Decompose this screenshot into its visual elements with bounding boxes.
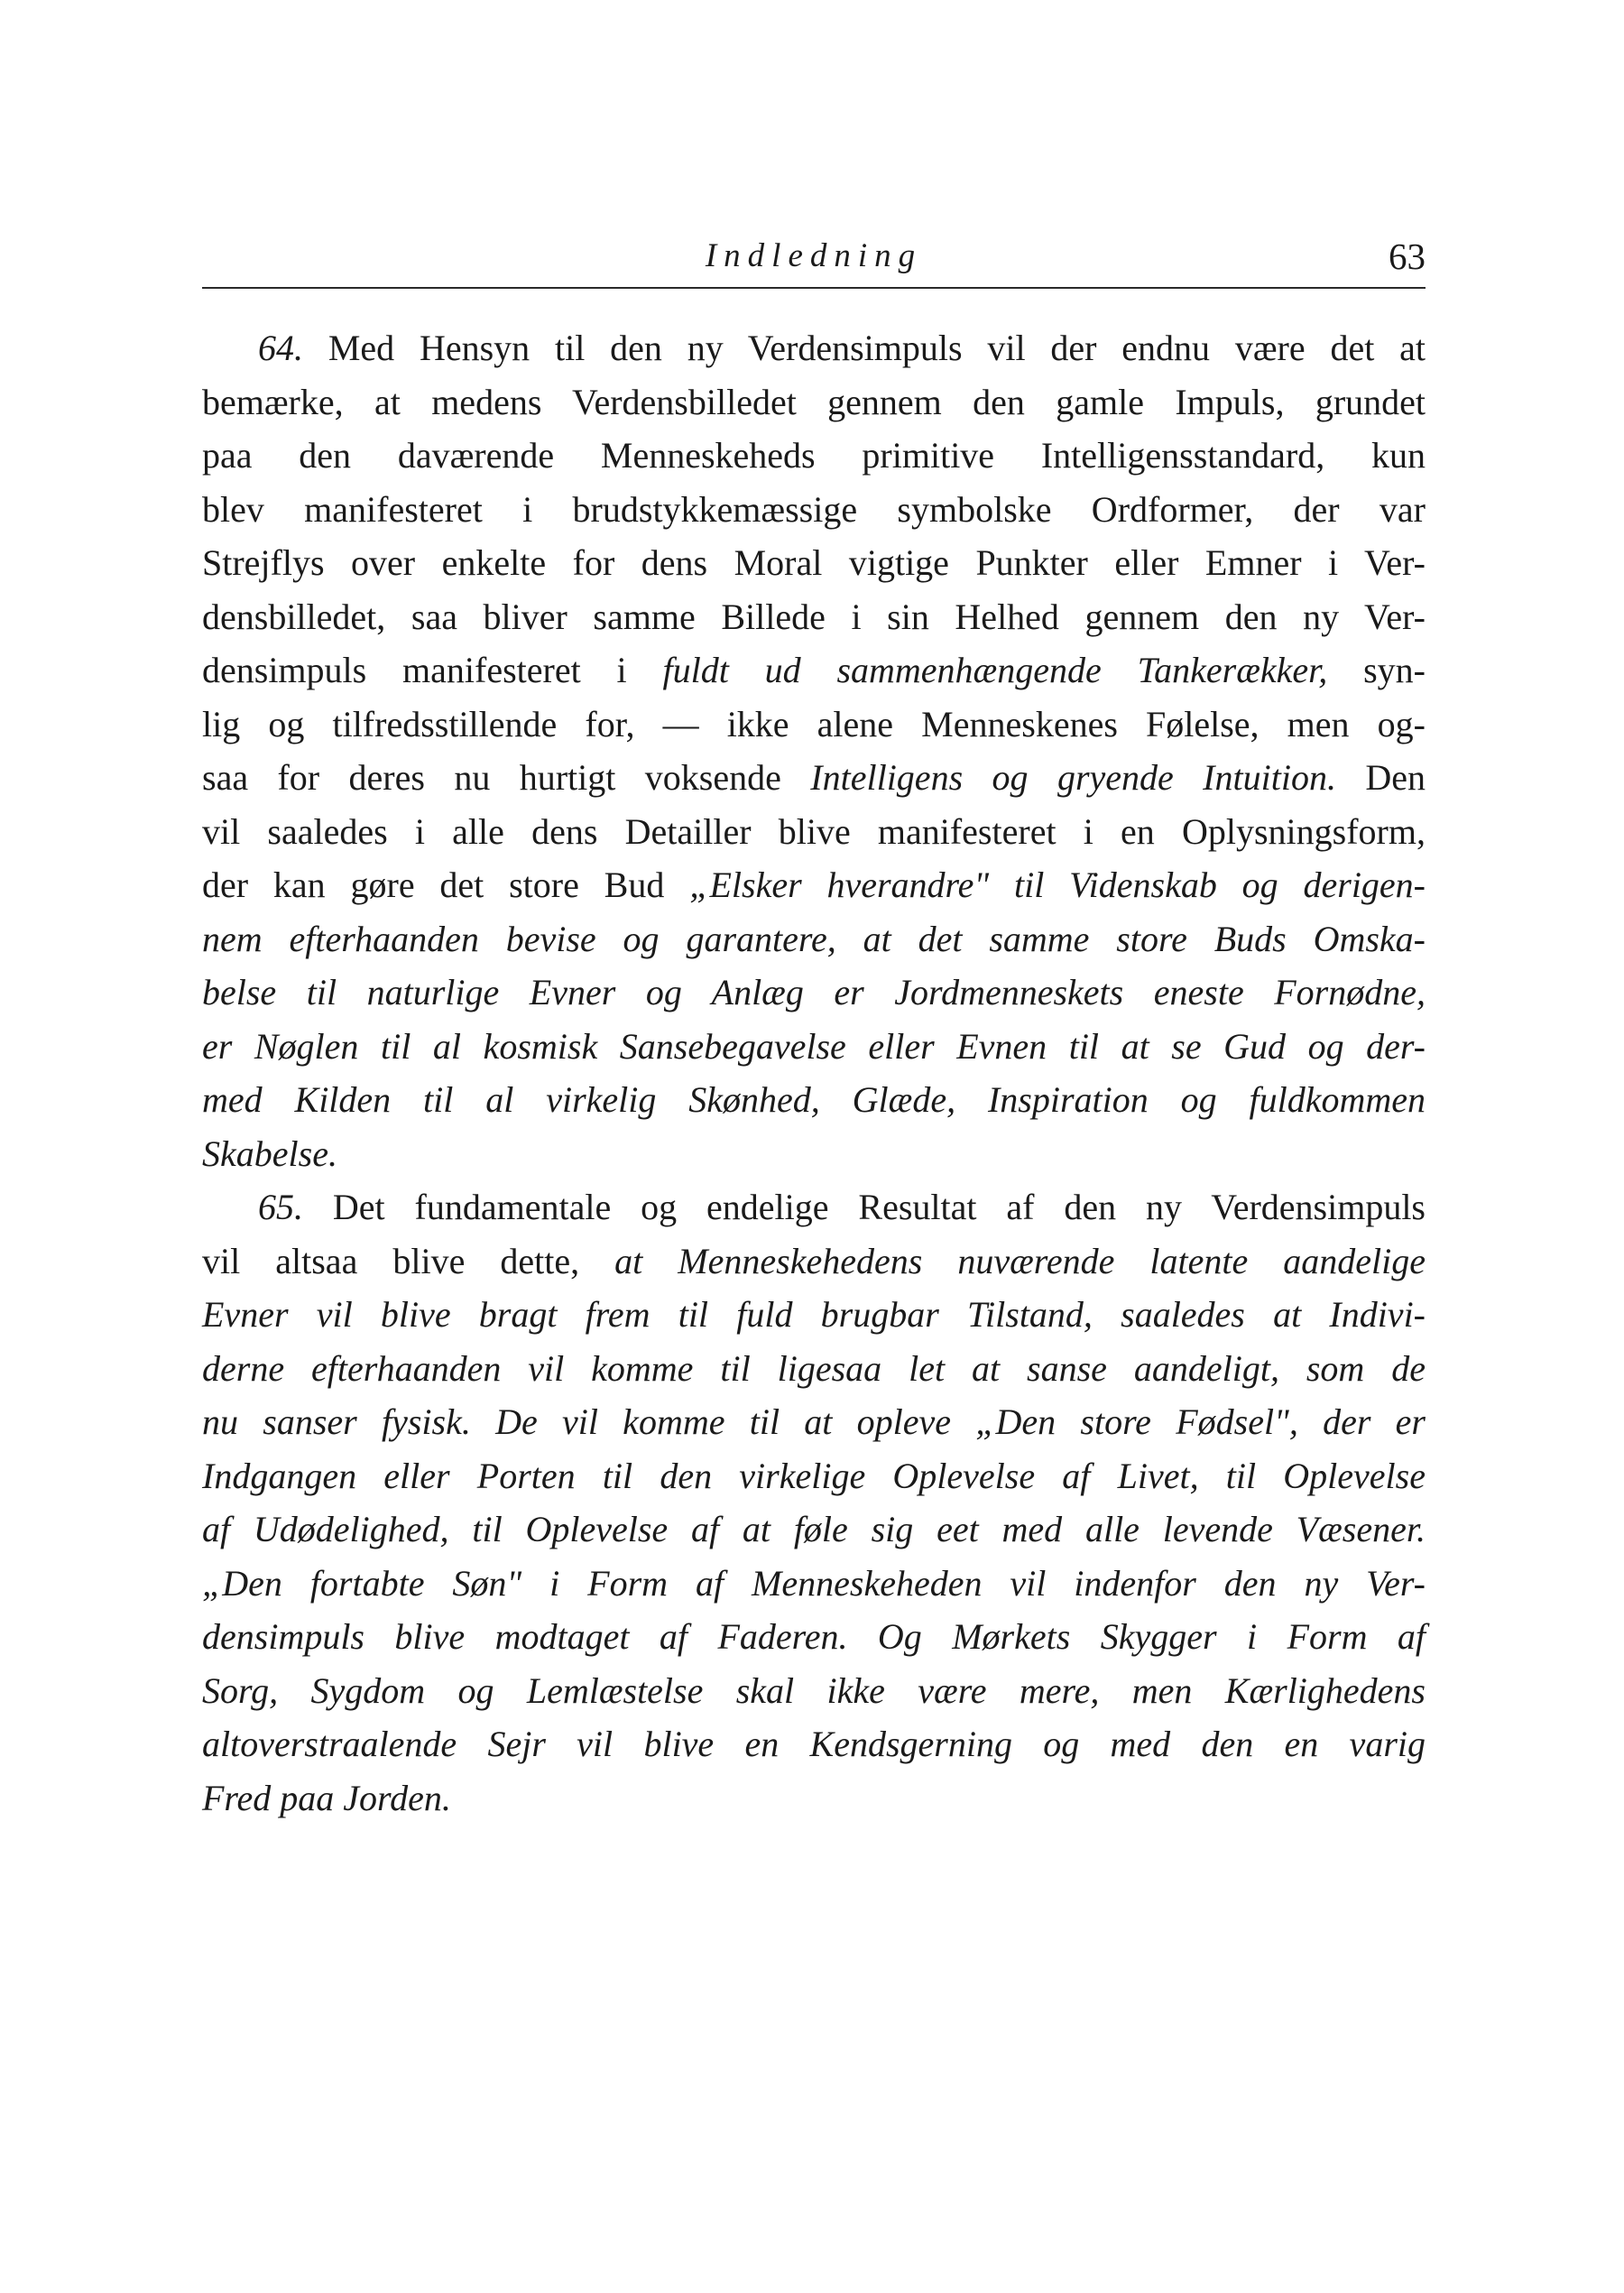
text-line bbox=[202, 1502, 1426, 1557]
text-line bbox=[202, 1127, 1426, 1181]
text-line bbox=[202, 1288, 1426, 1342]
italic-text: Sorg, Sygdom og Lemlæstelse skal ikke være mere, men Kærlighedens bbox=[202, 1669, 1426, 1711]
text-line bbox=[202, 643, 1426, 698]
roman-text: densimpuls manifesteret i bbox=[202, 650, 663, 690]
italic-text: 64. bbox=[258, 328, 303, 368]
italic-text: med Kilden til al virkelig Skønhed, Glæde, Inspiration og fuldkommen bbox=[202, 1079, 1426, 1120]
roman-text: vil altsaa blive dette, bbox=[202, 1240, 615, 1281]
text-line bbox=[202, 1557, 1426, 1611]
text-line bbox=[202, 1610, 1426, 1664]
text-line bbox=[202, 966, 1426, 1020]
text-line bbox=[202, 912, 1426, 966]
running-head bbox=[202, 227, 1426, 285]
header-rule bbox=[202, 287, 1426, 289]
text-line bbox=[202, 1395, 1426, 1449]
italic-text: densimpuls blive modtaget af Faderen. Og Mørkets Skygger i Form af bbox=[202, 1616, 1426, 1657]
text-line bbox=[202, 1073, 1426, 1127]
roman-text: Den bbox=[1335, 757, 1426, 798]
roman-text: densbilledet, saa bliver samme Billede i sin Helhed gennem den ny Ver- bbox=[202, 596, 1426, 637]
roman-text: saa for deres nu hurtigt voksende bbox=[202, 757, 811, 798]
paragraph-1 bbox=[202, 321, 1426, 1180]
italic-text: er Nøglen til al kosmisk Sansebegavelse eller Evnen til at se Gud og der- bbox=[202, 1025, 1426, 1067]
text-line bbox=[202, 321, 1426, 375]
italic-text: fuldt ud sammenhængende Tankerækker, bbox=[662, 650, 1328, 690]
text-line bbox=[202, 536, 1426, 590]
text-line bbox=[202, 1771, 1426, 1826]
roman-text: blev manifesteret i brudstykkemæssige symbolske Ordformer, der var bbox=[202, 488, 1426, 530]
roman-text: vil saaledes i alle dens Detailler blive manifesteret i en Oplysningsform, bbox=[202, 810, 1426, 852]
italic-text: „Den fortabte Søn" i Form af Menneskeheden vil indenfor den ny Ver- bbox=[202, 1562, 1426, 1604]
roman-text: lig og tilfredsstillende for, — ikke alene Menneskenes Følelse, men og- bbox=[202, 703, 1426, 744]
text-line bbox=[202, 698, 1426, 752]
text-line bbox=[202, 429, 1426, 483]
text-line bbox=[202, 1717, 1426, 1771]
italic-text: Evner vil blive bragt frem til fuld brugbar Tilstand, saaledes at Indivi- bbox=[202, 1294, 1426, 1335]
text-line bbox=[202, 1020, 1426, 1074]
text-line bbox=[202, 1664, 1426, 1718]
roman-text: paa den daværende Menneskeheds primitive Intelligensstandard, kun bbox=[202, 435, 1426, 476]
italic-text: Skabelse. bbox=[202, 1133, 337, 1174]
running-title: Indledning bbox=[705, 237, 923, 274]
roman-text: der kan gøre det store Bud bbox=[202, 864, 690, 905]
italic-text: Intelligens og gryende Intuition. bbox=[810, 757, 1336, 798]
text-line bbox=[202, 1234, 1426, 1289]
text-line bbox=[202, 483, 1426, 537]
italic-text: belse til naturlige Evner og Anlæg er Jordmenneskets eneste Fornødne, bbox=[202, 972, 1426, 1012]
roman-text: Det fundamentale og endelige Resultat af den ny Verdensimpuls bbox=[303, 1187, 1426, 1227]
italic-text: 65. bbox=[258, 1187, 303, 1227]
paragraph-2 bbox=[202, 1180, 1426, 1825]
page-number: 63 bbox=[1389, 236, 1426, 277]
roman-text: syn- bbox=[1327, 650, 1426, 690]
text-line bbox=[202, 805, 1426, 859]
italic-text: af Udødelighed, til Oplevelse af at føle sig eet med alle levende Væsener. bbox=[202, 1509, 1426, 1549]
italic-text: Indgangen eller Porten til den virkelige Oplevelse af Livet, til Oplevelse bbox=[202, 1455, 1426, 1496]
text-line bbox=[202, 590, 1426, 644]
italic-text: derne efterhaanden vil komme til ligesaa let at sanse aandeligt, som de bbox=[202, 1347, 1426, 1389]
text-line bbox=[202, 751, 1426, 805]
text-line bbox=[202, 1180, 1426, 1234]
text-line bbox=[202, 375, 1426, 430]
text-line bbox=[202, 1449, 1426, 1503]
text-line bbox=[202, 858, 1426, 912]
italic-text: altoverstraalende Sejr vil blive en Kendsgerning og med den en varig bbox=[202, 1724, 1426, 1764]
italic-text: at Menneskehedens nuværende latente aandelige bbox=[614, 1240, 1426, 1281]
italic-text: nu sanser fysisk. De vil komme til at opleve „Den store Fødsel", der er bbox=[202, 1401, 1426, 1442]
body-text bbox=[202, 321, 1426, 1825]
roman-text: Strejflys over enkelte for dens Moral vigtige Punkter eller Emner i Ver- bbox=[202, 542, 1426, 583]
text-line bbox=[202, 1342, 1426, 1396]
italic-text: Fred paa Jorden. bbox=[202, 1777, 451, 1818]
roman-text: Med Hensyn til den ny Verdensimpuls vil der endnu være det at bbox=[303, 328, 1426, 368]
roman-text: bemærke, at medens Verdensbilledet gennem den gamle Impuls, grundet bbox=[202, 381, 1426, 422]
italic-text: „Elsker hverandre" til Videnskab og derigen- bbox=[689, 864, 1426, 905]
italic-text: nem efterhaanden bevise og garantere, at det samme store Buds Omska- bbox=[202, 918, 1426, 959]
